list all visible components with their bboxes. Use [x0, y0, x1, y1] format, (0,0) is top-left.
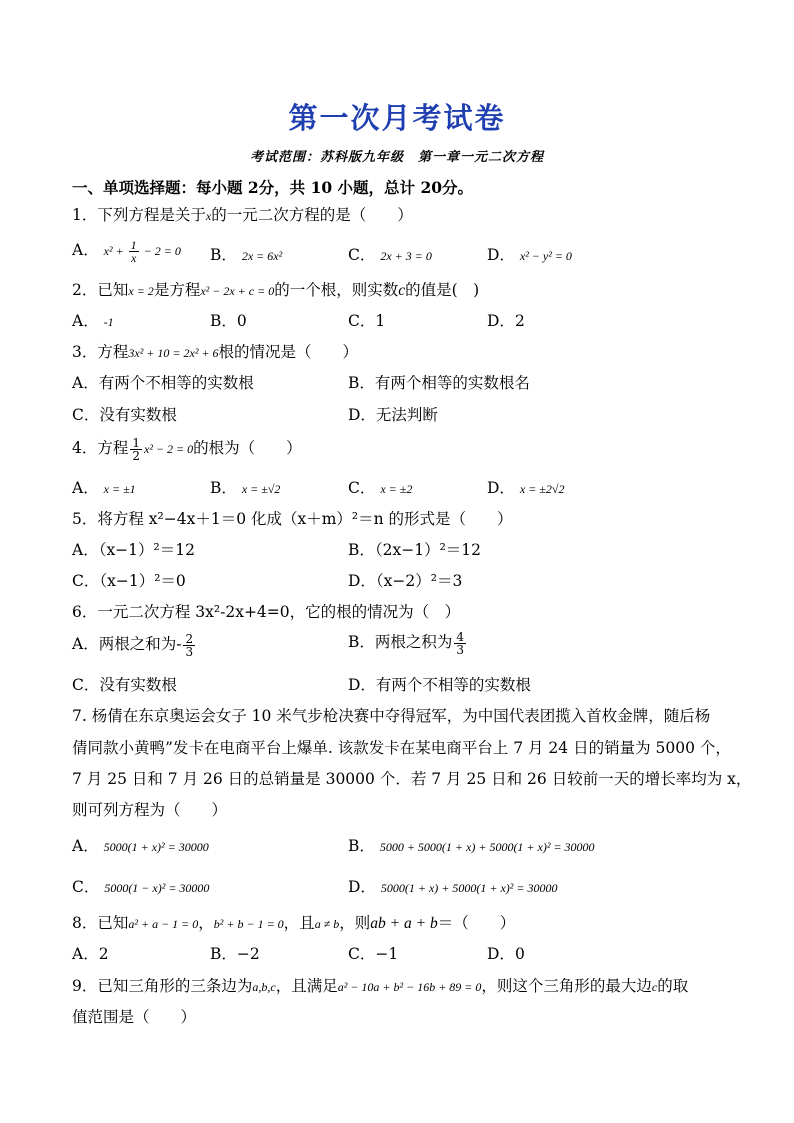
q1-option-d[interactable] — [487, 243, 572, 265]
option-value: −2 — [236, 945, 260, 963]
q7-option-d[interactable] — [348, 875, 558, 897]
question-7-line-4: 则可列方程为（ ） — [72, 801, 228, 819]
question-7-line-2: 倩同款小黄鸭”发卡在电商平台上爆单. 该款发卡在某电商平台上 7 月 24 日的销量为 5000 个， — [72, 739, 731, 757]
q4-text-a: 4．方程 — [72, 439, 129, 457]
q3-option-b[interactable]: B．有两个相等的实数根名 — [348, 374, 530, 392]
option-label: C． — [348, 312, 376, 330]
question-9-line-2: 值范围是（ ） — [72, 1008, 197, 1026]
q2-text-d: 的值是( ) — [405, 281, 480, 299]
q3-text-a: 3．方程 — [72, 343, 129, 361]
fraction — [454, 631, 466, 656]
q3-option-a[interactable]: A．有两个不相等的实数根 — [72, 374, 254, 392]
q8-text-a: 8．已知 — [72, 914, 129, 932]
q6-option-a[interactable] — [72, 632, 197, 658]
q8-text-b: ，且 — [283, 914, 315, 932]
fraction — [129, 239, 139, 264]
question-4-stem — [72, 436, 302, 462]
q2-option-a[interactable] — [72, 309, 114, 331]
q4-eq: x² − 2 = 0 — [144, 442, 194, 456]
q1-text-b: 的一元二次方程的是（ ） — [211, 206, 413, 224]
q5-option-a[interactable]: A．（x−1）²＝12 — [72, 541, 195, 559]
question-6-stem: 6．一元二次方程 3x²-2x+4=0，它的根的情况为（ ） — [72, 603, 461, 621]
q5-option-b[interactable]: B．（2x−1）²＝12 — [348, 541, 482, 559]
question-2-stem — [72, 278, 479, 300]
q6-option-b[interactable] — [348, 630, 468, 656]
exam-scope: 考试范围：苏科版九年级 第一章一元二次方程 — [249, 150, 544, 165]
option-label: D． — [487, 312, 515, 330]
question-5-stem: 5．将方程 x²−4x＋1＝0 化成（x＋m）²＝n 的形式是（ ） — [72, 510, 513, 528]
q1-a-post: − 2 = 0 — [140, 244, 181, 258]
q2-option-c[interactable] — [348, 309, 385, 331]
q9-vars: a,b,c — [252, 980, 276, 994]
option-math: x = ±√2 — [241, 482, 281, 496]
q2-text-a: 2．已知 — [72, 281, 129, 299]
option-label: A． — [72, 241, 99, 259]
q1-text-a: 1．下列方程是关于 — [72, 206, 206, 224]
question-7-line-1: 7. 杨倩在东京奥运会女子 10 米气步枪决赛中夺得冠军，为中国代表团揽入首枚金牌，随后杨 — [72, 707, 711, 725]
option-value: −1 — [375, 945, 399, 963]
q2-option-b[interactable] — [210, 309, 247, 331]
q8-cond: a ≠ b — [314, 917, 340, 931]
q8-option-c[interactable] — [348, 942, 398, 964]
option-label: A． — [72, 837, 99, 855]
option-value: 2 — [514, 312, 525, 330]
q8-eq2: b² + b − 1 = 0 — [213, 917, 284, 931]
q4-option-c[interactable] — [348, 476, 412, 498]
option-label: B． — [348, 837, 375, 855]
option-label: D． — [487, 246, 515, 264]
option-math: x = ±2 — [380, 482, 413, 496]
option-label: B． — [210, 312, 237, 330]
option-value: 0 — [236, 312, 247, 330]
option-label: C． — [348, 479, 376, 497]
q8-option-a[interactable] — [72, 942, 109, 964]
q8-text-d: ＝（ ） — [437, 914, 516, 932]
option-math: 5000(1 + x)² = 30000 — [103, 840, 209, 854]
q1-option-c[interactable] — [348, 243, 432, 265]
option-math: 2x = 6x² — [241, 249, 283, 263]
q2-text-b: 是方程 — [153, 281, 201, 299]
section-heading: 一、单项选择题：每小题 2分，共 10 小题，总计 20分。 — [72, 178, 474, 197]
question-7-line-3: 7 月 25 日和 7 月 26 日的总销量是 30000 个．若 7 月 25 日和 26 日较前一天的增长率均为 x， — [72, 770, 752, 788]
option-label: A． — [72, 312, 99, 330]
q9-var-c: c — [651, 980, 658, 994]
q1-var: x — [205, 209, 212, 223]
option-math: 2x + 3 = 0 — [380, 249, 432, 263]
denominator: 2 — [132, 448, 141, 463]
denominator: x — [131, 250, 137, 265]
q2-eq: x² − 2x + c = 0 — [200, 284, 275, 298]
q8-eq1: a² + a − 1 = 0 — [128, 917, 199, 931]
q1-option-a[interactable] — [72, 238, 181, 264]
q8-option-b[interactable] — [210, 942, 260, 964]
q5-option-d[interactable]: D．（x−2）²＝3 — [348, 572, 463, 590]
denominator: 3 — [185, 644, 194, 659]
q8-text-c: ，则 — [339, 914, 371, 932]
question-8-stem — [72, 911, 515, 933]
q9-text-a: 9．已知三角形的三条边为 — [72, 977, 253, 995]
fraction — [130, 437, 142, 462]
option-math: 5000 + 5000(1 + x) + 5000(1 + x)² = 30000 — [379, 840, 595, 854]
q9-eq: a² − 10a + b² − 16b + 89 = 0 — [337, 980, 482, 994]
option-label: D． — [487, 479, 515, 497]
q8-expr: ab + a + b — [370, 915, 438, 932]
option-text: A．两根之和为- — [72, 635, 182, 653]
q4-text-b: 的根为（ ） — [193, 439, 302, 457]
numerator: 2 — [185, 631, 194, 646]
q7-option-a[interactable] — [72, 834, 209, 856]
option-math: x = ±2√2 — [519, 482, 565, 496]
q9-text-d: 的取 — [657, 977, 689, 995]
q9-text-b: ，且满足 — [275, 977, 338, 995]
denominator: 3 — [456, 642, 465, 657]
option-label: B． — [210, 945, 237, 963]
q8-option-d[interactable] — [487, 942, 525, 964]
q3-option-d[interactable]: D．无法判断 — [348, 406, 438, 424]
option-label: D． — [348, 878, 376, 896]
fraction — [183, 633, 195, 658]
q3-eq: 3x² + 10 = 2x² + 6 — [128, 346, 219, 360]
q7-option-c[interactable] — [72, 875, 209, 897]
option-label: B． — [210, 246, 237, 264]
numerator: 1 — [130, 237, 137, 252]
option-value: 1 — [375, 312, 386, 330]
q2-var-c: c — [398, 282, 406, 299]
option-math: 5000(1 + x) + 5000(1 + x)² = 30000 — [380, 881, 558, 895]
q7-option-b[interactable] — [348, 834, 595, 856]
q9-text-c: ，则这个三角形的最大边 — [481, 977, 652, 995]
question-3-stem — [72, 340, 358, 362]
q1-a-pre: x² + — [103, 244, 127, 258]
page-title: 第一次月考试卷 — [288, 101, 506, 135]
q6-option-c[interactable]: C．没有实数根 — [72, 676, 177, 694]
q4-option-a[interactable] — [72, 476, 136, 498]
q2-option-d[interactable] — [487, 309, 525, 331]
numerator: 1 — [132, 435, 141, 450]
option-label: A． — [72, 945, 99, 963]
option-math: 5000(1 − x)² = 30000 — [104, 881, 210, 895]
q3-option-c[interactable]: C．没有实数根 — [72, 406, 177, 424]
numerator: 4 — [456, 629, 465, 644]
option-label: C． — [348, 945, 376, 963]
option-value: 2 — [98, 945, 109, 963]
q5-option-c[interactable]: C．（x−1）²＝0 — [72, 572, 186, 590]
q8-sep: ， — [198, 914, 214, 932]
option-math: x² − y² = 0 — [519, 249, 572, 263]
option-value: -1 — [103, 315, 114, 329]
q4-option-d[interactable] — [487, 476, 564, 498]
option-label: D． — [487, 945, 515, 963]
option-label: B． — [210, 479, 237, 497]
option-label: C． — [72, 878, 100, 896]
question-1-stem — [72, 203, 413, 225]
q6-option-d[interactable]: D．有两个不相等的实数根 — [348, 676, 531, 694]
q2-text-c: 的一个根，则实数 — [274, 281, 399, 299]
option-text: B．两根之积为 — [348, 633, 453, 651]
q2-cond: x = 2 — [128, 284, 154, 298]
question-9-stem — [72, 974, 688, 996]
q1-option-b[interactable] — [210, 243, 282, 265]
option-value: 0 — [514, 945, 525, 963]
q4-option-b[interactable] — [210, 476, 280, 498]
option-label: C． — [348, 246, 376, 264]
q3-text-b: 根的情况是（ ） — [218, 343, 359, 361]
option-label: A． — [72, 479, 99, 497]
option-math: x = ±1 — [103, 482, 136, 496]
